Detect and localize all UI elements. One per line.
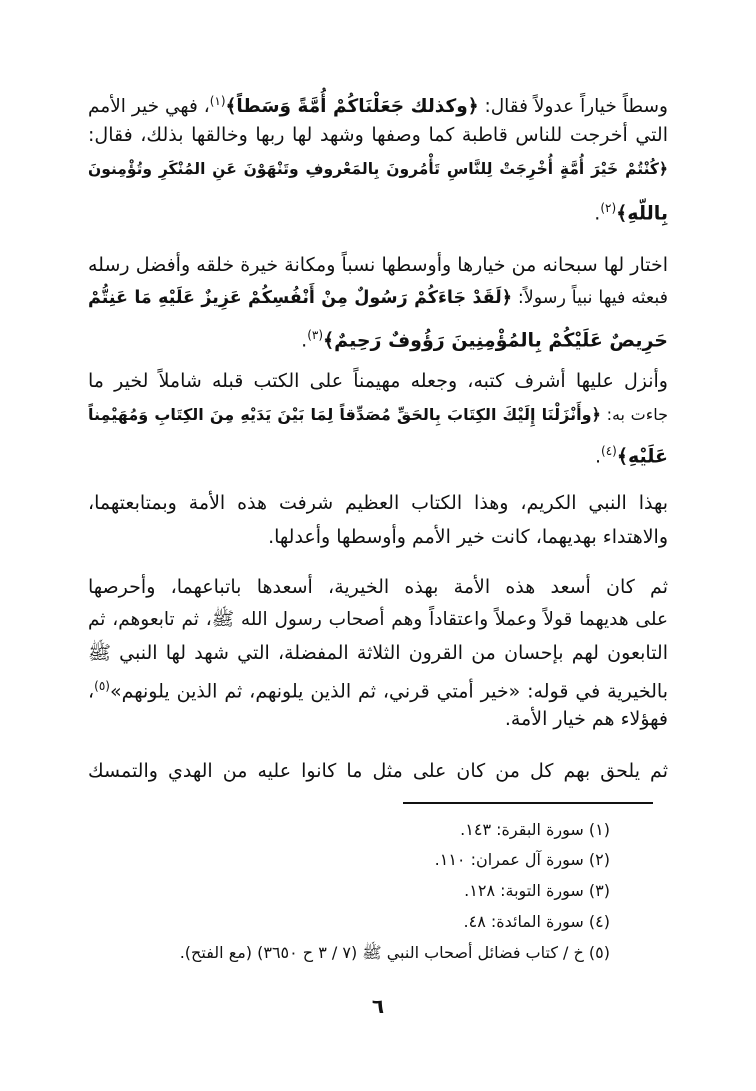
text-line-10: عَلَيْهِ﴾$^{(٤)}$. — [594, 444, 668, 468]
quran-verse: ﴿لَقَدْ جَاءَكُمْ رَسُولٌ مِنْ أَنْفُسِكُمْ عَزِيزٌ عَلَيْهِ مَا عَنِتُّمْ — [88, 288, 513, 308]
footnote-marker: (٣) — [307, 328, 324, 342]
text-line-12: والاهتداء بهديهما، كانت خير الأمم وأوسطها وأعدلها. — [268, 526, 668, 548]
footnote-3: (٣) سورة التوبة: ١٢٨. — [464, 881, 610, 900]
text-line-5: اختار لها سبحانه من خيارها وأوسطها نسباً ومكانة خيرة خلقه وأفضل رسله — [88, 254, 668, 276]
text-line-2: التي أخرجت للناس قاطبة كما وصفها وشهد لها ربها وخالقها بذلك، فقال: — [88, 124, 668, 146]
footnote-marker: (٤) — [601, 444, 617, 458]
text-line-9: جاءت به: ﴿وأَنْزَلْنَا إِلَيْكَ الكِتَابَ بِالحَقِّ مُصَدِّقاً لِمَا بَيْنَ يَدَيْهِ مِنَ الكِتَابِ وَمُهَيْمِناً — [88, 405, 668, 424]
page-number: ٦ — [371, 994, 385, 1018]
footnote-marker: (٢) — [600, 201, 617, 215]
quran-verse: ﴿كُنْتُمْ خَيْرَ أُمَّةٍ أُخْرِجَتْ لِلنَّاسِ تَأْمُرونَ بِالمَعْروفِ وتَنْهَوْنَ عَنِ المُنْكَرِ وتُؤْمِنونَ — [88, 160, 668, 178]
quran-verse: عَلَيْهِ﴾ — [616, 445, 668, 468]
text-line-8: وأنزل عليها أشرف كتبه، وجعله مهيمناً على الكتب قبله شاملاً لخير ما — [88, 370, 668, 392]
text-line-11: بهذا النبي الكريم، وهذا الكتاب العظيم شرفت هذه الأمة وبمتابعتهما، — [88, 492, 668, 514]
footnote-marker: (١) — [209, 94, 226, 108]
quran-verse: بِاللّهِ﴾ — [616, 202, 668, 225]
text-line-15: التابعون لهم بإحسان من القرون الثلاثة المفضلة، التي شهد لها النبي ﷺ — [88, 642, 668, 664]
text-line-17: فهؤلاء هم خيار الأمة. — [504, 708, 668, 730]
text-line-18: ثم يلحق بهم كل من كان على مثل ما كانوا عليه من الهدي والتمسك — [88, 760, 668, 782]
text-line-3 — [88, 154, 668, 184]
text-line-1: وسطاً خياراً عدولاً فقال: ﴿وكذلك جَعَلْنَاكُمْ أُمَّةً وَسَطاً﴾$^{(١)}$، فهي خير الأمم — [88, 94, 668, 118]
text-line-16: بالخيرية في قوله: «خير أمتي قرني، ثم الذين يلونهم، ثم الذين يلونهم»$^{(٥)}$، — [88, 679, 668, 703]
quran-verse: حَرِيصٌ عَلَيْكُمْ بِالمُؤْمِنِينَ رَؤُوفٌ رَحِيمٌ﴾ — [323, 329, 668, 352]
footnote-2: (٢) سورة آل عمران: ١١٠. — [434, 850, 610, 869]
footnote-5: (٥) خ / كتاب فضائل أصحاب النبي ﷺ (٧ / ٣ ح ٣٦٥٠) (مع الفتح). — [179, 943, 610, 962]
footnote-separator — [403, 802, 653, 804]
text-line-4: بِاللّهِ﴾$^{(٢)}$. — [594, 201, 668, 225]
text-line-7: حَرِيصٌ عَلَيْكُمْ بِالمُؤْمِنِينَ رَؤُوفٌ رَحِيمٌ﴾$^{(٣)}$. — [301, 328, 668, 352]
footnote-4: (٤) سورة المائدة: ٤٨. — [463, 912, 610, 931]
quran-verse: ﴿وأَنْزَلْنَا إِلَيْكَ الكِتَابَ بِالحَقِّ مُصَدِّقاً لِمَا بَيْنَ يَدَيْهِ مِنَ الكِتَابِ وَمُهَيْمِناً — [88, 405, 601, 424]
footnote-marker: (٥) — [94, 679, 110, 693]
text-line-14: على هديهما قولاً وعملاً واعتقاداً وهم أصحاب رسول الله ﷺ، ثم تابعوهم، ثم — [88, 609, 668, 630]
text-line-6: فبعثه فيها نبياً رسولاً: ﴿لَقَدْ جَاءَكُمْ رَسُولٌ مِنْ أَنْفُسِكُمْ عَزِيزٌ عَلَيْهِ مَا عَنِتُّمْ — [88, 288, 669, 308]
text-line-13: ثم كان أسعد هذه الأمة بهذه الخيرية، أسعدها باتباعهما، وأحرصها — [88, 576, 668, 598]
quran-verse: ﴿وكذلك جَعَلْنَاكُمْ أُمَّةً وَسَطاً﴾ — [225, 96, 479, 118]
footnote-1: (١) سورة البقرة: ١٤٣. — [460, 820, 610, 839]
